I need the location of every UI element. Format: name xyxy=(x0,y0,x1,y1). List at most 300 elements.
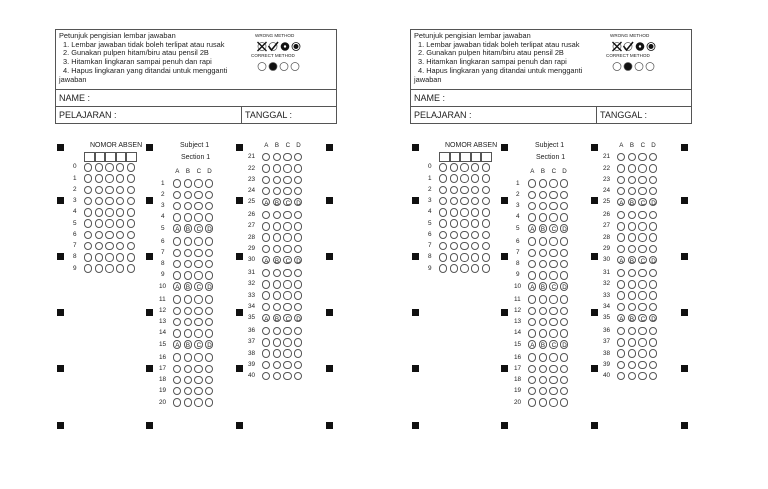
answer-bubble-c[interactable] xyxy=(638,291,646,299)
absen-bubble[interactable] xyxy=(105,163,113,171)
answer-bubble-c[interactable] xyxy=(194,398,202,406)
answer-bubble-c[interactable] xyxy=(283,233,291,241)
answer-bubble-b[interactable] xyxy=(273,291,281,299)
absen-bubble[interactable] xyxy=(116,219,124,227)
answer-bubble-a[interactable] xyxy=(262,153,270,161)
answer-bubble-a[interactable] xyxy=(262,291,270,299)
absen-bubble[interactable] xyxy=(439,197,447,205)
absen-bubble[interactable] xyxy=(439,208,447,216)
answer-bubble-d[interactable] xyxy=(560,365,568,373)
answer-bubble-a[interactable] xyxy=(617,187,625,195)
answer-bubble-c[interactable] xyxy=(549,398,557,406)
answer-bubble-d[interactable] xyxy=(649,211,657,219)
absen-bubble[interactable] xyxy=(450,253,458,261)
answer-bubble-a[interactable] xyxy=(173,295,181,303)
absen-bubble[interactable] xyxy=(95,174,103,182)
answer-bubble-a[interactable] xyxy=(617,280,625,288)
absen-bubble[interactable] xyxy=(450,174,458,182)
answer-bubble-d[interactable] xyxy=(294,303,302,311)
absen-bubble[interactable] xyxy=(84,174,92,182)
answer-bubble-c[interactable] xyxy=(549,202,557,210)
answer-bubble-c[interactable] xyxy=(194,271,202,279)
answer-bubble-a[interactable] xyxy=(617,222,625,230)
answer-bubble-c[interactable] xyxy=(194,237,202,245)
absen-bubble[interactable] xyxy=(95,186,103,194)
absen-digit-box[interactable] xyxy=(439,152,450,162)
absen-bubble[interactable] xyxy=(84,197,92,205)
answer-bubble-b[interactable] xyxy=(628,303,636,311)
answer-bubble-c[interactable] xyxy=(194,191,202,199)
answer-bubble-c[interactable] xyxy=(283,187,291,195)
answer-bubble-b[interactable] xyxy=(539,307,547,315)
answer-bubble-d[interactable] xyxy=(649,361,657,369)
answer-bubble-c[interactable] xyxy=(283,361,291,369)
answer-bubble-d[interactable] xyxy=(649,187,657,195)
answer-bubble-a[interactable] xyxy=(528,365,536,373)
answer-bubble-d[interactable] xyxy=(560,387,568,395)
answer-bubble-a[interactable] xyxy=(617,211,625,219)
answer-bubble-b[interactable] xyxy=(273,187,281,195)
answer-bubble-d[interactable] xyxy=(205,307,213,315)
answer-bubble-a[interactable] xyxy=(173,387,181,395)
answer-bubble-a[interactable] xyxy=(173,318,181,326)
answer-bubble-d[interactable] xyxy=(205,213,213,221)
answer-bubble-d[interactable] xyxy=(294,361,302,369)
answer-bubble-c[interactable] xyxy=(549,260,557,268)
answer-bubble-a[interactable] xyxy=(528,179,536,187)
absen-bubble[interactable] xyxy=(127,264,135,272)
absen-bubble[interactable] xyxy=(105,264,113,272)
answer-bubble-a[interactable] xyxy=(173,271,181,279)
answer-bubble-b[interactable] xyxy=(273,280,281,288)
answer-bubble-c[interactable] xyxy=(283,327,291,335)
answer-bubble-b[interactable] xyxy=(273,372,281,380)
answer-bubble-b[interactable] xyxy=(628,280,636,288)
answer-bubble-b[interactable] xyxy=(184,260,192,268)
absen-bubble[interactable] xyxy=(84,208,92,216)
answer-bubble-d[interactable] xyxy=(294,372,302,380)
absen-bubble[interactable] xyxy=(84,231,92,239)
absen-bubble[interactable] xyxy=(439,186,447,194)
absen-digit-box[interactable] xyxy=(116,152,127,162)
answer-bubble-c[interactable] xyxy=(638,327,646,335)
answer-bubble-c[interactable] xyxy=(549,179,557,187)
absen-bubble[interactable] xyxy=(482,208,490,216)
answer-bubble-a[interactable] xyxy=(617,245,625,253)
answer-bubble-d[interactable] xyxy=(560,213,568,221)
answer-bubble-b[interactable] xyxy=(184,376,192,384)
absen-bubble[interactable] xyxy=(471,231,479,239)
answer-bubble-a[interactable] xyxy=(528,191,536,199)
answer-bubble-b[interactable] xyxy=(184,295,192,303)
answer-bubble-d[interactable] xyxy=(560,398,568,406)
answer-bubble-d[interactable] xyxy=(205,295,213,303)
answer-bubble-b[interactable] xyxy=(273,164,281,172)
answer-bubble-d[interactable] xyxy=(649,233,657,241)
answer-bubble-a[interactable] xyxy=(173,249,181,257)
answer-bubble-b[interactable] xyxy=(628,176,636,184)
answer-bubble-d[interactable] xyxy=(560,260,568,268)
absen-bubble[interactable] xyxy=(460,186,468,194)
answer-bubble-b[interactable] xyxy=(184,213,192,221)
absen-bubble[interactable] xyxy=(127,197,135,205)
answer-bubble-c[interactable] xyxy=(549,387,557,395)
absen-digit-box[interactable] xyxy=(95,152,106,162)
absen-bubble[interactable] xyxy=(116,208,124,216)
answer-bubble-c[interactable] xyxy=(283,280,291,288)
answer-bubble-d[interactable] xyxy=(294,222,302,230)
answer-bubble-c[interactable] xyxy=(549,271,557,279)
answer-bubble-b[interactable] xyxy=(539,365,547,373)
absen-bubble[interactable] xyxy=(105,253,113,261)
absen-bubble[interactable] xyxy=(95,197,103,205)
answer-bubble-a[interactable] xyxy=(617,372,625,380)
answer-bubble-d[interactable] xyxy=(649,349,657,357)
absen-bubble[interactable] xyxy=(482,219,490,227)
date-field[interactable] xyxy=(241,106,337,124)
absen-bubble[interactable] xyxy=(460,219,468,227)
answer-bubble-c[interactable] xyxy=(638,245,646,253)
answer-bubble-a[interactable] xyxy=(173,365,181,373)
answer-bubble-d[interactable] xyxy=(294,269,302,277)
answer-bubble-b[interactable] xyxy=(539,213,547,221)
answer-bubble-a[interactable] xyxy=(173,191,181,199)
absen-bubble[interactable] xyxy=(95,264,103,272)
answer-bubble-c[interactable] xyxy=(194,353,202,361)
answer-bubble-a[interactable] xyxy=(617,176,625,184)
answer-bubble-c[interactable] xyxy=(638,153,646,161)
answer-bubble-d[interactable] xyxy=(294,164,302,172)
answer-bubble-a[interactable] xyxy=(528,329,536,337)
answer-bubble-d[interactable] xyxy=(560,307,568,315)
answer-bubble-a[interactable] xyxy=(528,202,536,210)
answer-bubble-b[interactable] xyxy=(628,164,636,172)
answer-bubble-a[interactable] xyxy=(617,349,625,357)
name-field[interactable] xyxy=(410,89,692,107)
answer-bubble-b[interactable] xyxy=(628,233,636,241)
absen-bubble[interactable] xyxy=(95,163,103,171)
answer-bubble-a[interactable] xyxy=(528,249,536,257)
answer-bubble-c[interactable] xyxy=(194,179,202,187)
absen-bubble[interactable] xyxy=(95,253,103,261)
answer-bubble-b[interactable] xyxy=(273,233,281,241)
absen-bubble[interactable] xyxy=(460,163,468,171)
absen-bubble[interactable] xyxy=(450,163,458,171)
absen-bubble[interactable] xyxy=(105,197,113,205)
subject-field[interactable] xyxy=(410,106,597,124)
answer-bubble-c[interactable] xyxy=(638,187,646,195)
answer-bubble-c[interactable] xyxy=(283,269,291,277)
answer-bubble-b[interactable] xyxy=(628,291,636,299)
absen-digit-box[interactable] xyxy=(126,152,137,162)
answer-bubble-d[interactable] xyxy=(560,237,568,245)
absen-bubble[interactable] xyxy=(105,231,113,239)
answer-bubble-c[interactable] xyxy=(549,353,557,361)
answer-bubble-c[interactable] xyxy=(549,213,557,221)
answer-bubble-b[interactable] xyxy=(628,269,636,277)
absen-bubble[interactable] xyxy=(84,242,92,250)
answer-bubble-d[interactable] xyxy=(294,338,302,346)
absen-bubble[interactable] xyxy=(450,242,458,250)
answer-bubble-a[interactable] xyxy=(262,187,270,195)
answer-bubble-d[interactable] xyxy=(560,202,568,210)
answer-bubble-c[interactable] xyxy=(638,222,646,230)
answer-bubble-d[interactable] xyxy=(649,176,657,184)
absen-bubble[interactable] xyxy=(460,231,468,239)
answer-bubble-c[interactable] xyxy=(194,318,202,326)
answer-bubble-b[interactable] xyxy=(628,211,636,219)
absen-bubble[interactable] xyxy=(127,163,135,171)
answer-bubble-a[interactable] xyxy=(262,222,270,230)
answer-bubble-c[interactable] xyxy=(549,376,557,384)
answer-bubble-a[interactable] xyxy=(173,329,181,337)
answer-bubble-c[interactable] xyxy=(549,295,557,303)
answer-bubble-c[interactable] xyxy=(283,153,291,161)
absen-bubble[interactable] xyxy=(460,174,468,182)
answer-bubble-d[interactable] xyxy=(205,329,213,337)
absen-bubble[interactable] xyxy=(482,231,490,239)
absen-digit-box[interactable] xyxy=(450,152,461,162)
answer-bubble-d[interactable] xyxy=(649,222,657,230)
answer-bubble-a[interactable] xyxy=(528,260,536,268)
answer-bubble-b[interactable] xyxy=(539,179,547,187)
answer-bubble-b[interactable] xyxy=(539,260,547,268)
answer-bubble-a[interactable] xyxy=(173,213,181,221)
absen-bubble[interactable] xyxy=(127,231,135,239)
answer-bubble-d[interactable] xyxy=(560,271,568,279)
answer-bubble-b[interactable] xyxy=(184,271,192,279)
answer-bubble-a[interactable] xyxy=(262,338,270,346)
answer-bubble-d[interactable] xyxy=(294,245,302,253)
answer-bubble-a[interactable] xyxy=(262,233,270,241)
answer-bubble-c[interactable] xyxy=(194,202,202,210)
answer-bubble-d[interactable] xyxy=(560,295,568,303)
answer-bubble-d[interactable] xyxy=(205,237,213,245)
answer-bubble-c[interactable] xyxy=(283,349,291,357)
date-field[interactable] xyxy=(596,106,692,124)
absen-bubble[interactable] xyxy=(84,163,92,171)
answer-bubble-d[interactable] xyxy=(560,249,568,257)
absen-bubble[interactable] xyxy=(471,208,479,216)
absen-bubble[interactable] xyxy=(439,231,447,239)
answer-bubble-c[interactable] xyxy=(638,338,646,346)
answer-bubble-b[interactable] xyxy=(273,327,281,335)
answer-bubble-c[interactable] xyxy=(194,376,202,384)
answer-bubble-c[interactable] xyxy=(194,329,202,337)
answer-bubble-c[interactable] xyxy=(638,233,646,241)
answer-bubble-a[interactable] xyxy=(617,153,625,161)
answer-bubble-b[interactable] xyxy=(539,318,547,326)
absen-bubble[interactable] xyxy=(450,231,458,239)
answer-bubble-d[interactable] xyxy=(205,387,213,395)
answer-bubble-b[interactable] xyxy=(628,153,636,161)
answer-bubble-d[interactable] xyxy=(294,211,302,219)
answer-bubble-d[interactable] xyxy=(649,291,657,299)
answer-bubble-a[interactable] xyxy=(617,338,625,346)
answer-bubble-b[interactable] xyxy=(628,338,636,346)
answer-bubble-b[interactable] xyxy=(539,398,547,406)
answer-bubble-a[interactable] xyxy=(528,307,536,315)
answer-bubble-b[interactable] xyxy=(539,387,547,395)
answer-bubble-c[interactable] xyxy=(283,303,291,311)
absen-digit-box[interactable] xyxy=(471,152,482,162)
absen-bubble[interactable] xyxy=(482,163,490,171)
absen-bubble[interactable] xyxy=(460,197,468,205)
absen-bubble[interactable] xyxy=(439,253,447,261)
absen-bubble[interactable] xyxy=(450,208,458,216)
answer-bubble-d[interactable] xyxy=(649,372,657,380)
absen-bubble[interactable] xyxy=(450,264,458,272)
answer-bubble-b[interactable] xyxy=(539,329,547,337)
answer-bubble-c[interactable] xyxy=(283,372,291,380)
answer-bubble-b[interactable] xyxy=(273,245,281,253)
answer-bubble-d[interactable] xyxy=(205,398,213,406)
answer-bubble-b[interactable] xyxy=(539,237,547,245)
answer-bubble-b[interactable] xyxy=(539,295,547,303)
absen-bubble[interactable] xyxy=(460,264,468,272)
answer-bubble-a[interactable] xyxy=(617,327,625,335)
absen-bubble[interactable] xyxy=(105,186,113,194)
answer-bubble-d[interactable] xyxy=(205,318,213,326)
answer-bubble-d[interactable] xyxy=(649,269,657,277)
answer-bubble-a[interactable] xyxy=(262,269,270,277)
answer-bubble-c[interactable] xyxy=(283,211,291,219)
answer-bubble-b[interactable] xyxy=(628,245,636,253)
answer-bubble-b[interactable] xyxy=(184,179,192,187)
answer-bubble-b[interactable] xyxy=(184,318,192,326)
answer-bubble-b[interactable] xyxy=(628,372,636,380)
absen-bubble[interactable] xyxy=(439,264,447,272)
answer-bubble-b[interactable] xyxy=(273,269,281,277)
absen-bubble[interactable] xyxy=(105,242,113,250)
answer-bubble-a[interactable] xyxy=(617,233,625,241)
answer-bubble-d[interactable] xyxy=(205,353,213,361)
absen-bubble[interactable] xyxy=(116,174,124,182)
absen-bubble[interactable] xyxy=(460,242,468,250)
absen-bubble[interactable] xyxy=(471,264,479,272)
answer-bubble-d[interactable] xyxy=(294,153,302,161)
answer-bubble-c[interactable] xyxy=(638,349,646,357)
absen-bubble[interactable] xyxy=(116,242,124,250)
answer-bubble-d[interactable] xyxy=(294,187,302,195)
answer-bubble-c[interactable] xyxy=(638,361,646,369)
answer-bubble-a[interactable] xyxy=(617,269,625,277)
answer-bubble-b[interactable] xyxy=(273,303,281,311)
answer-bubble-b[interactable] xyxy=(539,271,547,279)
answer-bubble-b[interactable] xyxy=(184,365,192,373)
answer-bubble-b[interactable] xyxy=(273,338,281,346)
answer-bubble-d[interactable] xyxy=(205,191,213,199)
answer-bubble-d[interactable] xyxy=(649,303,657,311)
answer-bubble-d[interactable] xyxy=(560,318,568,326)
absen-bubble[interactable] xyxy=(116,253,124,261)
answer-bubble-a[interactable] xyxy=(173,398,181,406)
absen-bubble[interactable] xyxy=(482,242,490,250)
answer-bubble-c[interactable] xyxy=(194,260,202,268)
absen-bubble[interactable] xyxy=(116,197,124,205)
answer-bubble-a[interactable] xyxy=(528,387,536,395)
answer-bubble-c[interactable] xyxy=(283,176,291,184)
answer-bubble-d[interactable] xyxy=(294,176,302,184)
absen-bubble[interactable] xyxy=(116,163,124,171)
answer-bubble-c[interactable] xyxy=(638,269,646,277)
answer-bubble-b[interactable] xyxy=(628,187,636,195)
absen-bubble[interactable] xyxy=(127,242,135,250)
answer-bubble-a[interactable] xyxy=(173,179,181,187)
answer-bubble-d[interactable] xyxy=(649,327,657,335)
answer-bubble-c[interactable] xyxy=(638,280,646,288)
answer-bubble-c[interactable] xyxy=(638,372,646,380)
absen-bubble[interactable] xyxy=(471,186,479,194)
answer-bubble-b[interactable] xyxy=(184,353,192,361)
answer-bubble-a[interactable] xyxy=(528,295,536,303)
absen-bubble[interactable] xyxy=(482,174,490,182)
answer-bubble-a[interactable] xyxy=(528,398,536,406)
answer-bubble-b[interactable] xyxy=(184,202,192,210)
answer-bubble-c[interactable] xyxy=(549,365,557,373)
absen-bubble[interactable] xyxy=(127,253,135,261)
answer-bubble-a[interactable] xyxy=(262,361,270,369)
absen-bubble[interactable] xyxy=(460,208,468,216)
answer-bubble-d[interactable] xyxy=(294,233,302,241)
answer-bubble-c[interactable] xyxy=(638,164,646,172)
answer-bubble-a[interactable] xyxy=(262,245,270,253)
absen-bubble[interactable] xyxy=(127,208,135,216)
answer-bubble-b[interactable] xyxy=(273,153,281,161)
absen-bubble[interactable] xyxy=(471,163,479,171)
absen-bubble[interactable] xyxy=(471,197,479,205)
answer-bubble-c[interactable] xyxy=(194,213,202,221)
answer-bubble-b[interactable] xyxy=(184,237,192,245)
answer-bubble-c[interactable] xyxy=(194,365,202,373)
answer-bubble-d[interactable] xyxy=(205,202,213,210)
answer-bubble-b[interactable] xyxy=(184,307,192,315)
absen-bubble[interactable] xyxy=(482,264,490,272)
absen-bubble[interactable] xyxy=(95,231,103,239)
absen-digit-box[interactable] xyxy=(481,152,492,162)
answer-bubble-a[interactable] xyxy=(617,291,625,299)
absen-digit-box[interactable] xyxy=(105,152,116,162)
answer-bubble-a[interactable] xyxy=(617,361,625,369)
answer-bubble-a[interactable] xyxy=(262,372,270,380)
answer-bubble-c[interactable] xyxy=(194,387,202,395)
answer-bubble-c[interactable] xyxy=(549,307,557,315)
absen-digit-box[interactable] xyxy=(460,152,471,162)
answer-bubble-d[interactable] xyxy=(205,249,213,257)
answer-bubble-b[interactable] xyxy=(628,222,636,230)
absen-digit-box[interactable] xyxy=(84,152,95,162)
answer-bubble-b[interactable] xyxy=(184,387,192,395)
absen-bubble[interactable] xyxy=(471,219,479,227)
answer-bubble-b[interactable] xyxy=(539,376,547,384)
answer-bubble-d[interactable] xyxy=(294,280,302,288)
absen-bubble[interactable] xyxy=(471,174,479,182)
answer-bubble-d[interactable] xyxy=(649,164,657,172)
answer-bubble-a[interactable] xyxy=(528,353,536,361)
answer-bubble-c[interactable] xyxy=(194,295,202,303)
answer-bubble-c[interactable] xyxy=(283,164,291,172)
answer-bubble-b[interactable] xyxy=(539,353,547,361)
answer-bubble-d[interactable] xyxy=(649,338,657,346)
absen-bubble[interactable] xyxy=(84,264,92,272)
subject-field[interactable] xyxy=(55,106,242,124)
absen-bubble[interactable] xyxy=(460,253,468,261)
answer-bubble-a[interactable] xyxy=(528,318,536,326)
answer-bubble-a[interactable] xyxy=(528,237,536,245)
absen-bubble[interactable] xyxy=(105,208,113,216)
answer-bubble-a[interactable] xyxy=(262,303,270,311)
answer-bubble-a[interactable] xyxy=(262,211,270,219)
